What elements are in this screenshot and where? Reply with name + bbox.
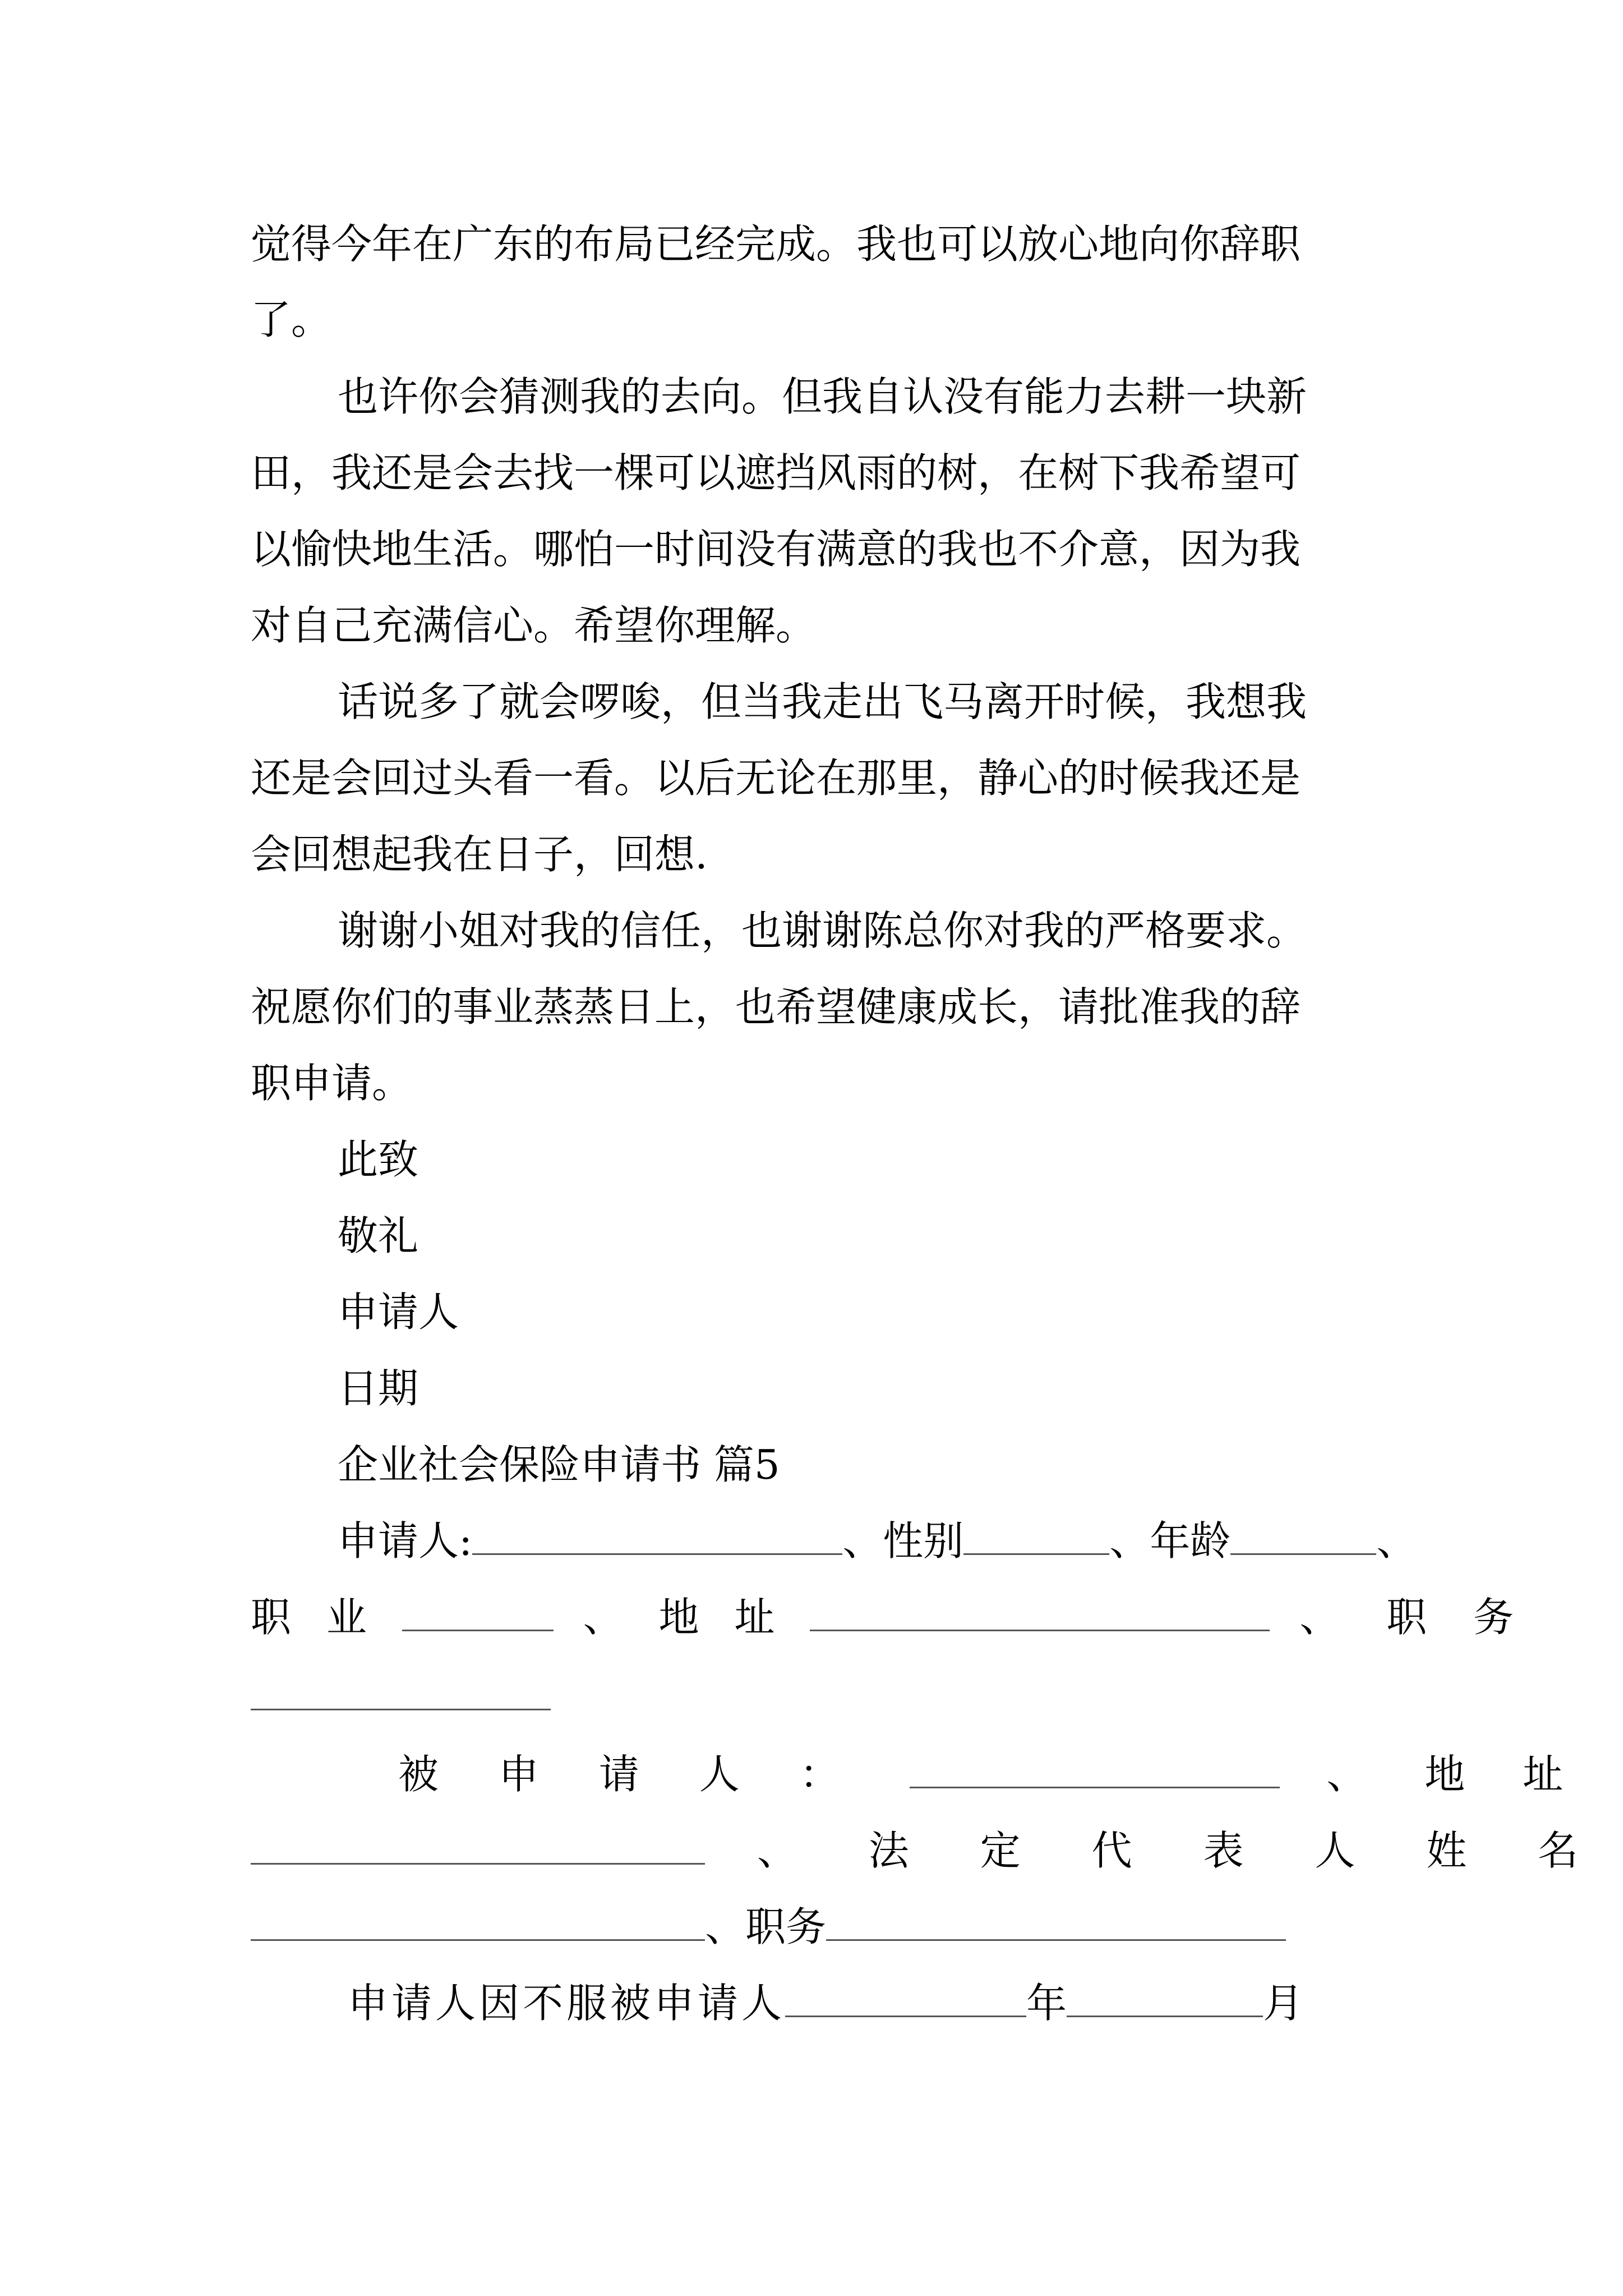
respondent-label: 被 申 请 人 ： — [398, 1751, 864, 1798]
closing-salutation: 此致 — [338, 1136, 419, 1183]
form-line-legal-rep — [251, 1811, 1608, 1890]
gender-blank — [963, 1514, 1109, 1555]
date-year-blank — [785, 1976, 1026, 2017]
address-blank — [810, 1590, 1270, 1631]
respondent-position-label: 、职务 — [705, 1903, 827, 1950]
paragraph-2-line-2: 田，我还是会去找一棵可以遮挡风雨的树，在树下我希望可 — [251, 449, 1301, 496]
closing-date: 日期 — [338, 1365, 419, 1412]
applicant-name-blank — [472, 1514, 842, 1555]
form-line-statement — [348, 1964, 1396, 2042]
form-line-occupation — [251, 1578, 1531, 1657]
paragraph-4-line-1: 谢谢小姐对我的信任，也谢谢陈总你对我的严格要求。 — [338, 907, 1307, 954]
occupation-label: 职 业 — [251, 1594, 378, 1641]
paragraph-2-line-4: 对自己充满信心。希望你理解。 — [251, 602, 817, 649]
respondent-address-label: 、 地 址 — [1326, 1751, 1586, 1798]
paragraph-2-line-1: 也许你会猜测我的去向。但我自认没有能力去耕一块新 — [338, 373, 1307, 420]
paragraph-3-line-2: 还是会回过头看一看。以后无论在那里，静心的时候我还是 — [251, 754, 1301, 802]
closing-applicant: 申请人 — [338, 1289, 459, 1336]
respondent-name-blank — [910, 1747, 1280, 1788]
statement-start: 申请人因不服被申请人 — [348, 1980, 786, 2027]
paragraph-3-line-1: 话说多了就会啰唆，但当我走出飞马离开时候，我想我 — [338, 678, 1307, 725]
address-label: 、 地 址 — [583, 1594, 786, 1641]
date-month-blank — [1067, 1976, 1263, 2017]
form-line-respondent-position — [251, 1888, 1395, 1966]
form-line-respondent — [398, 1735, 1586, 1814]
section-title: 企业社会保险申请书 篇5 — [338, 1441, 780, 1488]
paragraph-4-line-2: 祝愿你们的事业蒸蒸日上，也希望健康成长，请批准我的辞 — [251, 983, 1301, 1030]
position-label: 、 职 务 — [1299, 1594, 1531, 1641]
month-label: 月 — [1263, 1980, 1304, 2027]
year-label: 年 — [1026, 1980, 1067, 2027]
gender-label: 、性别 — [842, 1517, 964, 1565]
paragraph-3-line-3: 会回想起我在日子，回想. — [251, 831, 708, 878]
applicant-label: 申请人: — [338, 1517, 473, 1565]
paragraph-4-line-3: 职申请。 — [251, 1060, 413, 1107]
line-end-comma: 、 — [1376, 1517, 1417, 1565]
form-line-applicant — [338, 1502, 1417, 1580]
position-blank — [251, 1709, 551, 1710]
respondent-address-blank — [251, 1824, 705, 1865]
legal-rep-name-blank — [251, 1900, 705, 1941]
paragraph-2-line-3: 以愉快地生活。哪怕一时间没有满意的我也不介意，因为我 — [251, 526, 1301, 573]
legal-rep-label: 、 法 定 代 表 人 姓 名 — [757, 1827, 1608, 1874]
age-blank — [1230, 1514, 1376, 1555]
paragraph-1-line-1: 觉得今年在广东的布局已经完成。我也可以放心地向你辞职 — [251, 220, 1301, 268]
occupation-blank — [402, 1590, 554, 1631]
respondent-position-blank — [826, 1900, 1286, 1941]
closing-regards: 敬礼 — [338, 1212, 419, 1259]
paragraph-1-line-2: 了。 — [251, 296, 332, 343]
age-label: 、年龄 — [1109, 1517, 1231, 1565]
